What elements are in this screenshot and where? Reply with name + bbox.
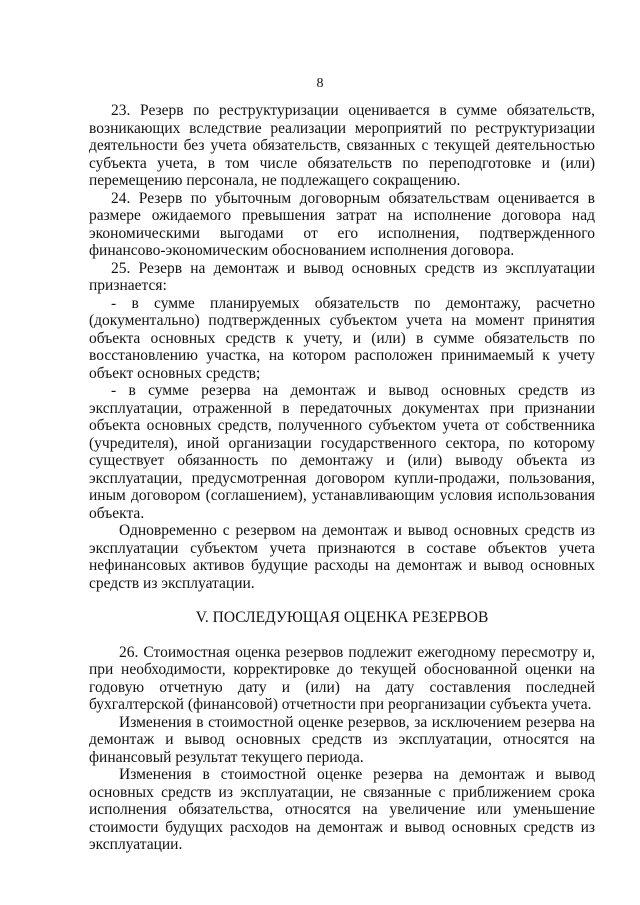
- paragraph-26: 26. Стоимостная оценка резервов подлежит ежегодному пересмотру и, при необходимости, корректировке до текущей обоснованной оценки на годовую отчетную дату и (или) на дату составления последней бухгалтерской (финансовой) отчетности при реорганизации субъекта учета.: [89, 643, 595, 713]
- paragraph-23: 23. Резерв по реструктуризации оценивается в сумме обязательств, возникающих вследствие реализации мероприятий по реструктуризации деятельности без учета обязательств, связанных с текущей деятельностью субъекта учета, в том числе обязательств по переподготовке и (или) перемещению персонала, не подлежащего сокращению.: [89, 102, 595, 189]
- document-body: [89, 102, 595, 854]
- paragraph-25-simultaneous: Одновременно с резервом на демонтаж и вывод основных средств из эксплуатации субъектом учета признаются в составе объектов учета нефинансовых активов будущие расходы на демонтаж и вывод основных средств из эксплуатации.: [89, 522, 595, 592]
- paragraph-26-changes-2: Изменения в стоимостной оценке резерва на демонтаж и вывод основных средств из эксплуатации, не связанные с приближением срока исполнения обязательства, относятся на увеличение или уменьшение стоимости будущих расходов на демонтаж и вывод основных средств из эксплуатации.: [89, 766, 595, 853]
- paragraph-25-item-2: - в сумме резерва на демонтаж и вывод основных средств из эксплуатации, отраженной в передаточных документах при признании объекта основных средств, полученного субъектом учета от собственника (учредителя), иной организации государственного сектора, по которому существует обязанность по демонтажу и (или) выводу объекта из эксплуатации, предусмотренная договором купли-продажи, пользования, иным договором (соглашением), устанавливающим условия использования объекта.: [89, 382, 595, 522]
- paragraph-24: 24. Резерв по убыточным договорным обязательствам оценивается в размере ожидаемого превышения затрат на исполнение договора над экономическими выгодами от его исполнения, подтвержденного финансово-экономическим обоснованием исполнения договора.: [89, 189, 595, 259]
- page-number: 8: [316, 76, 324, 91]
- paragraph-26-changes-1: Изменения в стоимостной оценке резервов, за исключением резерва на демонтаж и вывод основных средств из эксплуатации, относятся на финансовый результат текущего периода.: [89, 713, 595, 766]
- paragraph-25-item-1: - в сумме планируемых обязательств по демонтажу, расчетно (документально) подтвержденных субъектом учета на момент принятия объекта основных средств к учету, и (или) в сумме обязательств по восстановлению участка, на котором расположен принимаемый к учету объект основных средств;: [89, 294, 595, 382]
- paragraph-25: 25. Резерв на демонтаж и вывод основных средств из эксплуатации признается:: [89, 259, 595, 294]
- section-heading: V. ПОСЛЕДУЮЩАЯ ОЦЕНКА РЕЗЕРВОВ: [195, 609, 489, 626]
